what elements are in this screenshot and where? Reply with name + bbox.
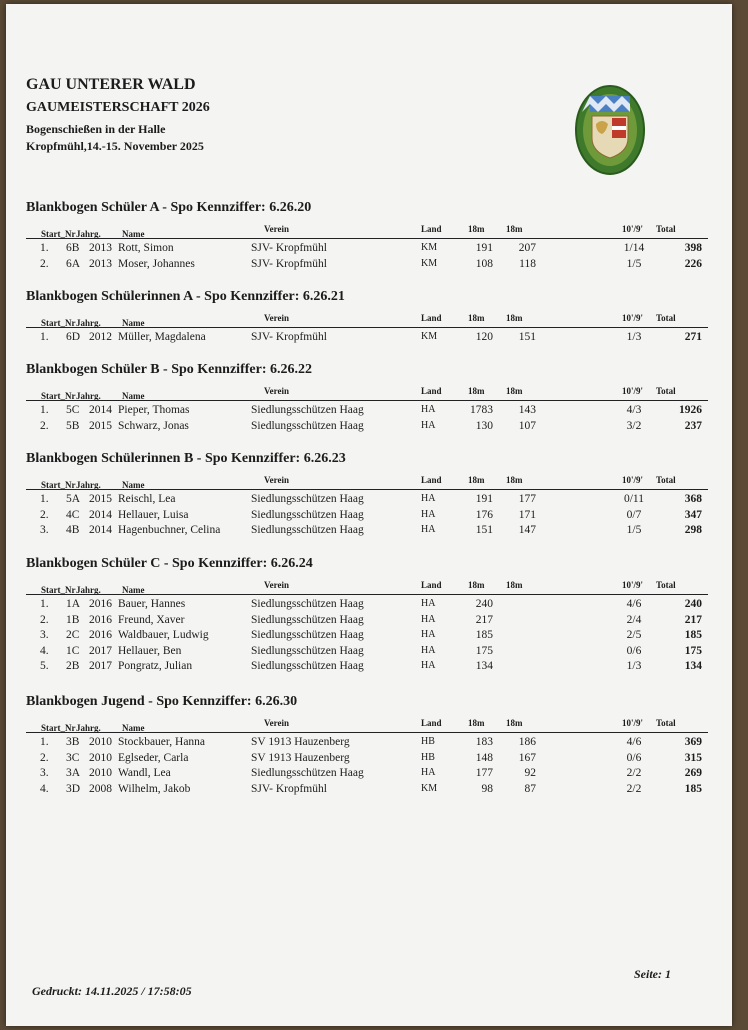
total-score: 175	[684, 644, 702, 657]
birth-year: 2012	[89, 331, 112, 343]
total-score: 185	[684, 629, 702, 641]
column-header-land: Land	[421, 718, 442, 728]
athlete-name: Pieper, Thomas	[118, 404, 190, 416]
header-rule	[26, 400, 708, 401]
header-rule	[26, 489, 708, 490]
start-number: 6B	[66, 242, 80, 254]
club-name: Siedlungsschützen Haag	[251, 508, 364, 521]
total-score: 347	[684, 508, 702, 521]
column-header-d1: 18m	[468, 580, 485, 590]
tens-nines: 2/4	[626, 613, 642, 626]
athlete-name: Müller, Magdalena	[118, 331, 206, 343]
club-name: SV 1913 Hauzenberg	[251, 736, 350, 748]
club-name: Siedlungsschützen Haag	[251, 524, 364, 536]
district-code: HA	[421, 613, 436, 625]
total-score: 271	[684, 331, 702, 343]
start-number: 5A	[66, 493, 81, 505]
club-name: Siedlungsschützen Haag	[251, 767, 364, 779]
athlete-name: Wilhelm, Jakob	[118, 782, 191, 795]
start-number: 2B	[66, 660, 80, 672]
column-header-d1: 18m	[468, 718, 485, 728]
birth-year: 2016	[89, 613, 112, 626]
column-header-tens: 10'/9'	[622, 718, 644, 728]
total-score: 226	[684, 257, 702, 270]
section-title: Blankbogen Schülerinnen A - Spo Kennziffer: 6.26.21	[26, 289, 345, 304]
table-row	[26, 331, 708, 346]
athlete-name: Moser, Johannes	[118, 257, 195, 270]
tens-nines: 4/3	[626, 404, 642, 416]
total-score: 217	[684, 613, 702, 626]
column-header-d1: 18m	[468, 224, 485, 234]
rank: 2.	[40, 257, 49, 270]
tens-nines: 1/3	[626, 660, 642, 672]
column-header-d1: 18m	[468, 313, 485, 323]
column-header-start-nr: Start_Nr	[41, 391, 76, 401]
start-number: 3D	[66, 782, 81, 795]
total-score: 398	[684, 242, 702, 254]
column-header-jahrg: Jahrg.	[76, 391, 101, 401]
round1-score: 151	[475, 524, 493, 536]
column-header-land: Land	[421, 224, 442, 234]
column-header-land: Land	[421, 580, 442, 590]
district-code: KM	[421, 782, 438, 794]
round1-score: 148	[475, 751, 493, 764]
round2-score: 118	[519, 257, 536, 270]
total-score: 185	[684, 782, 702, 795]
table-row	[26, 645, 708, 660]
header-rule	[26, 327, 708, 328]
section-title: Blankbogen Schülerinnen B - Spo Kennziffer: 6.26.23	[26, 451, 346, 466]
column-header-tens: 10'/9'	[622, 224, 644, 234]
athlete-name: Reischl, Lea	[118, 493, 176, 505]
column-header-land: Land	[421, 475, 442, 485]
round1-score: 175	[475, 644, 493, 657]
district-code: HA	[421, 767, 436, 778]
column-header-jahrg: Jahrg.	[76, 585, 101, 595]
total-score: 315	[684, 751, 702, 764]
total-score: 237	[684, 419, 702, 432]
club-name: Siedlungsschützen Haag	[251, 613, 364, 626]
results-section	[26, 694, 716, 804]
rank: 1.	[40, 242, 49, 254]
club-name: SJV- Kropfmühl	[251, 782, 327, 795]
table-row	[26, 736, 708, 751]
round2-score: 151	[518, 331, 536, 343]
athlete-name: Stockbauer, Hanna	[118, 736, 206, 748]
district-code: HA	[421, 419, 436, 431]
birth-year: 2015	[89, 493, 112, 505]
start-number: 6D	[66, 331, 81, 343]
start-number: 1C	[66, 644, 80, 657]
table-row	[26, 752, 708, 767]
round1-score: 183	[475, 736, 493, 748]
round1-score: 191	[475, 493, 493, 505]
column-header-d2: 18m	[506, 313, 523, 323]
column-header-total: Total	[656, 224, 676, 234]
section-title: Blankbogen Jugend - Spo Kennziffer: 6.26.30	[26, 694, 298, 709]
championship-title: GAUMEISTERSCHAFT 2026	[26, 100, 210, 115]
table-row	[26, 598, 708, 613]
round2-score: 87	[524, 782, 536, 795]
district-code: HA	[421, 660, 436, 671]
club-name: SV 1913 Hauzenberg	[251, 751, 350, 764]
round1-score: 1783	[470, 404, 493, 416]
column-header-jahrg: Jahrg.	[76, 318, 101, 328]
header-rule	[26, 732, 708, 733]
athlete-name: Freund, Xaver	[118, 613, 185, 626]
column-header-land: Land	[421, 313, 442, 323]
table-row	[26, 493, 708, 508]
total-score: 298	[684, 524, 702, 536]
column-header-total: Total	[656, 475, 676, 485]
column-header-jahrg: Jahrg.	[76, 723, 101, 733]
athlete-name: Wandl, Lea	[118, 767, 171, 779]
district-code: HA	[421, 524, 436, 535]
column-header-verein: Verein	[264, 224, 290, 234]
start-number: 3A	[66, 767, 81, 779]
round2-score: 147	[518, 524, 536, 536]
round2-score: 107	[518, 419, 536, 432]
district-code: KM	[421, 242, 438, 253]
column-header-d2: 18m	[506, 224, 523, 234]
table-row	[26, 242, 708, 257]
column-header-tens: 10'/9'	[622, 580, 644, 590]
column-header-tens: 10'/9'	[622, 313, 644, 323]
column-header-tens: 10'/9'	[622, 386, 644, 396]
table-row	[26, 524, 708, 539]
round1-score: 191	[475, 242, 493, 254]
birth-year: 2013	[89, 257, 112, 270]
tens-nines: 0/11	[623, 493, 645, 505]
tens-nines: 4/6	[626, 736, 642, 748]
round1-score: 185	[475, 629, 493, 641]
rank: 2.	[40, 613, 49, 626]
rank: 5.	[40, 660, 49, 672]
table-row	[26, 767, 708, 782]
tens-nines: 1/5	[626, 257, 642, 270]
club-name: Siedlungsschützen Haag	[251, 598, 364, 610]
column-header-tens: 10'/9'	[622, 475, 644, 485]
start-number: 5B	[66, 419, 80, 432]
district-code: HA	[421, 404, 436, 415]
column-header-start-nr: Start_Nr	[41, 480, 76, 490]
column-header-d2: 18m	[506, 475, 523, 485]
table-row	[26, 783, 708, 798]
section-title: Blankbogen Schüler C - Spo Kennziffer: 6.26.24	[26, 556, 313, 571]
district-code: HB	[421, 736, 435, 747]
round2-score: 167	[518, 751, 536, 764]
birth-year: 2014	[89, 404, 112, 416]
association-title: GAU UNTERER WALD	[26, 76, 196, 93]
rank: 1.	[40, 493, 49, 505]
round1-score: 217	[475, 613, 493, 626]
round1-score: 108	[475, 257, 493, 270]
column-header-start-nr: Start_Nr	[41, 318, 76, 328]
event-location-date: Kropfmühl,14.-15. November 2025	[26, 139, 204, 153]
rank: 3.	[40, 767, 49, 779]
round2-score: 186	[518, 736, 536, 748]
athlete-name: Bauer, Hannes	[118, 598, 186, 610]
print-timestamp: Gedruckt: 14.11.2025 / 17:58:05	[32, 984, 192, 998]
tens-nines: 1/14	[623, 242, 645, 254]
rank: 3.	[40, 629, 49, 641]
column-header-jahrg: Jahrg.	[76, 229, 101, 239]
header-rule	[26, 594, 708, 595]
total-score: 1926	[679, 404, 702, 416]
column-header-verein: Verein	[264, 718, 290, 728]
table-row	[26, 509, 708, 524]
results-section	[26, 451, 716, 561]
birth-year: 2016	[89, 629, 112, 641]
start-number: 6A	[66, 257, 81, 270]
club-name: SJV- Kropfmühl	[251, 331, 327, 343]
round2-score: 207	[518, 242, 536, 254]
total-score: 369	[684, 736, 702, 748]
athlete-name: Pongratz, Julian	[118, 660, 193, 672]
birth-year: 2010	[89, 751, 112, 764]
athlete-name: Hellauer, Luisa	[118, 508, 189, 521]
tens-nines: 3/2	[626, 419, 642, 432]
athlete-name: Waldbauer, Ludwig	[118, 629, 209, 641]
club-name: Siedlungsschützen Haag	[251, 629, 364, 641]
round1-score: 120	[475, 331, 493, 343]
column-header-land: Land	[421, 386, 442, 396]
section-title: Blankbogen Schüler A - Spo Kennziffer: 6.26.20	[26, 200, 312, 215]
club-name: Siedlungsschützen Haag	[251, 493, 364, 505]
round1-score: 176	[475, 508, 493, 521]
rank: 4.	[40, 644, 49, 657]
total-score: 240	[684, 598, 702, 610]
athlete-name: Eglseder, Carla	[118, 751, 189, 764]
column-header-name: Name	[122, 229, 145, 239]
table-row	[26, 614, 708, 629]
column-header-total: Total	[656, 313, 676, 323]
rank: 1.	[40, 404, 49, 416]
club-name: Siedlungsschützen Haag	[251, 644, 364, 657]
tens-nines: 0/6	[626, 751, 642, 764]
rank: 1.	[40, 736, 49, 748]
column-header-total: Total	[656, 718, 676, 728]
birth-year: 2014	[89, 524, 112, 536]
rank: 2.	[40, 508, 49, 521]
tens-nines: 1/3	[626, 331, 642, 343]
table-row	[26, 258, 708, 273]
header-rule	[26, 238, 708, 239]
rank: 1.	[40, 331, 49, 343]
tens-nines: 4/6	[626, 598, 642, 610]
column-header-d2: 18m	[506, 718, 523, 728]
column-header-verein: Verein	[264, 313, 290, 323]
total-score: 269	[684, 767, 702, 779]
results-section	[26, 556, 716, 672]
tens-nines: 1/5	[626, 524, 642, 536]
column-header-jahrg: Jahrg.	[76, 480, 101, 490]
round2-score: 92	[524, 767, 536, 779]
table-row	[26, 629, 708, 644]
start-number: 2C	[66, 629, 80, 641]
tens-nines: 2/2	[626, 767, 642, 779]
column-header-verein: Verein	[264, 475, 290, 485]
column-header-verein: Verein	[264, 386, 290, 396]
column-header-name: Name	[122, 585, 145, 595]
district-code: HA	[421, 493, 436, 504]
table-row	[26, 420, 708, 435]
rank: 2.	[40, 419, 49, 432]
tens-nines: 2/2	[626, 782, 642, 795]
section-title: Blankbogen Schüler B - Spo Kennziffer: 6.26.22	[26, 362, 312, 377]
athlete-name: Hellauer, Ben	[118, 644, 182, 657]
column-header-d1: 18m	[468, 475, 485, 485]
column-header-start-nr: Start_Nr	[41, 723, 76, 733]
start-number: 4B	[66, 524, 80, 536]
club-name: Siedlungsschützen Haag	[251, 404, 364, 416]
round1-score: 134	[475, 660, 493, 672]
club-name: SJV- Kropfmühl	[251, 257, 327, 270]
start-number: 1A	[66, 598, 81, 610]
table-row	[26, 660, 708, 675]
column-header-name: Name	[122, 391, 145, 401]
table-row	[26, 404, 708, 419]
round1-score: 240	[475, 598, 493, 610]
athlete-name: Schwarz, Jonas	[118, 419, 189, 432]
athlete-name: Hagenbuchner, Celina	[118, 524, 221, 536]
district-code: KM	[421, 257, 438, 269]
column-header-total: Total	[656, 386, 676, 396]
round2-score: 177	[518, 493, 536, 505]
start-number: 3B	[66, 736, 80, 748]
district-code: HA	[421, 644, 436, 656]
tens-nines: 0/7	[626, 508, 642, 521]
start-number: 5C	[66, 404, 80, 416]
club-name: Siedlungsschützen Haag	[251, 419, 364, 432]
round2-score: 171	[518, 508, 536, 521]
district-code: HA	[421, 598, 436, 609]
birth-year: 2017	[89, 644, 112, 657]
birth-year: 2015	[89, 419, 112, 432]
column-header-start-nr: Start_Nr	[41, 229, 76, 239]
column-header-total: Total	[656, 580, 676, 590]
district-code: HB	[421, 751, 435, 763]
tens-nines: 2/5	[626, 629, 642, 641]
column-header-start-nr: Start_Nr	[41, 585, 76, 595]
district-code: HA	[421, 508, 436, 520]
page-number: Seite: 1	[634, 967, 671, 981]
total-score: 134	[684, 660, 702, 672]
column-header-d2: 18m	[506, 386, 523, 396]
event-discipline: Bogenschießen in der Halle	[26, 122, 166, 136]
birth-year: 2013	[89, 242, 112, 254]
start-number: 1B	[66, 613, 80, 626]
column-header-name: Name	[122, 318, 145, 328]
birth-year: 2014	[89, 508, 112, 521]
club-name: Siedlungsschützen Haag	[251, 660, 364, 672]
birth-year: 2016	[89, 598, 112, 610]
column-header-verein: Verein	[264, 580, 290, 590]
birth-year: 2010	[89, 767, 112, 779]
total-score: 368	[684, 493, 702, 505]
birth-year: 2008	[89, 782, 112, 795]
column-header-d2: 18m	[506, 580, 523, 590]
district-code: KM	[421, 331, 438, 342]
birth-year: 2010	[89, 736, 112, 748]
column-header-name: Name	[122, 480, 145, 490]
rank: 3.	[40, 524, 49, 536]
athlete-name: Rott, Simon	[118, 242, 174, 254]
column-header-d1: 18m	[468, 386, 485, 396]
rank: 4.	[40, 782, 49, 795]
district-code: HA	[421, 629, 436, 640]
rank: 2.	[40, 751, 49, 764]
start-number: 4C	[66, 508, 80, 521]
rank: 1.	[40, 598, 49, 610]
round2-score: 143	[518, 404, 536, 416]
club-emblem	[574, 84, 646, 176]
tens-nines: 0/6	[626, 644, 642, 657]
round1-score: 98	[481, 782, 493, 795]
results-sheet	[6, 4, 732, 1026]
round1-score: 177	[475, 767, 493, 779]
club-name: SJV- Kropfmühl	[251, 242, 327, 254]
birth-year: 2017	[89, 660, 112, 672]
column-header-name: Name	[122, 723, 145, 733]
start-number: 3C	[66, 751, 80, 764]
round1-score: 130	[475, 419, 493, 432]
